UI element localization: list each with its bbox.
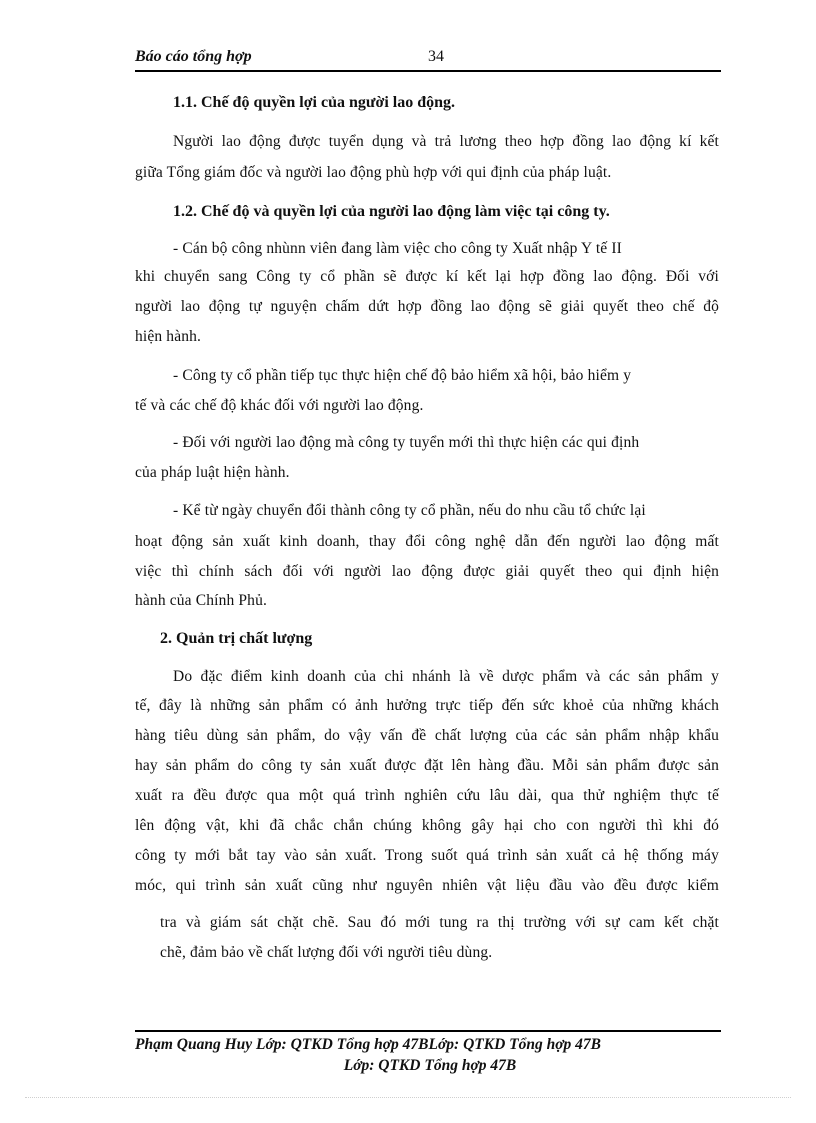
paragraph-line: - Kể từ ngày chuyển đổi thành công ty cổ phần, nếu do nhu cầu tổ chức lại: [173, 502, 646, 519]
paragraph-line: việc thì chính sách đối với người lao động được giải quyết theo qui định hiện: [135, 563, 719, 580]
section-heading-1-2: 1.2. Chế độ và quyền lợi của người lao động làm việc tại công ty.: [173, 203, 610, 220]
paragraph-line: - Đối với người lao động mà công ty tuyển mới thì thực hiện các qui định: [173, 434, 640, 451]
paragraph-line: công ty mới bắt tay vào sản xuất. Trong suốt quá trình sản xuất cả hệ thống máy: [135, 847, 719, 864]
page-header: [135, 48, 721, 72]
paragraph-line: hành của Chính Phủ.: [135, 592, 268, 609]
paragraph-line: giữa Tổng giám đốc và người lao động phù hợp với qui định của pháp luật.: [135, 164, 612, 181]
page-bottom-border: [25, 1097, 791, 1098]
paragraph-line: - Cán bộ công nhùnn viên đang làm việc cho công ty Xuất nhập Y tế II: [173, 240, 622, 257]
paragraph-line: tế, đây là những sản phẩm có ảnh hưởng trực tiếp đến sức khoẻ của những khách: [135, 697, 719, 714]
footer-class-line: Lớp: QTKD Tổng hợp 47B: [343, 1057, 517, 1074]
paragraph-line: - Công ty cổ phần tiếp tục thực hiện chế độ bảo hiểm xã hội, bảo hiểm y: [173, 367, 632, 384]
paragraph-line: người lao động tự nguyện chấm dứt hợp đồng lao động sẽ giải quyết theo chế độ: [135, 298, 719, 315]
footer-divider: [135, 1030, 721, 1032]
paragraph-line: khi chuyển sang Công ty cổ phần sẽ được kí kết lại hợp đồng lao động. Đối với: [135, 268, 719, 285]
paragraph-line: hiện hành.: [135, 328, 202, 345]
paragraph-line: tra và giám sát chặt chẽ. Sau đó mới tung ra thị trường với sự cam kết chặt: [160, 914, 719, 931]
section-heading-2: 2. Quản trị chất lượng: [160, 630, 313, 647]
paragraph-line: xuất ra đều được qua một quá trình nghiên cứu lâu dài, qua thử nghiệm thực tế: [135, 787, 719, 804]
paragraph-line: hoạt động sản xuất kinh doanh, thay đổi công nghệ dẫn đến người lao động mất: [135, 533, 719, 550]
paragraph-line: lên động vật, khi đã chắc chắn chúng không gây hại cho con người thì khi đó: [135, 817, 719, 834]
paragraph-line: của pháp luật hiện hành.: [135, 464, 290, 481]
paragraph-line: Người lao động được tuyển dụng và trả lương theo hợp đồng lao động kí kết: [173, 133, 719, 150]
footer-author-line: Phạm Quang Huy Lớp: QTKD Tổng hợp 47BLớp: QTKD Tổng hợp 47B: [135, 1036, 602, 1053]
paragraph-line: chẽ, đảm bảo về chất lượng đối với người tiêu dùng.: [160, 944, 493, 961]
section-heading-1-1: 1.1. Chế độ quyền lợi của người lao động.: [173, 94, 456, 111]
header-title: Báo cáo tổng hợp: [135, 48, 252, 65]
paragraph-line: tế và các chế độ khác đối với người lao động.: [135, 397, 424, 414]
paragraph-line: Do đặc điểm kinh doanh của chi nhánh là về dược phẩm và các sản phẩm y: [173, 668, 719, 685]
paragraph-line: móc, qui trình sản xuất cũng như nguyên nhiên vật liệu đầu vào đều được kiểm: [135, 877, 719, 894]
paragraph-line: hàng tiêu dùng sản phẩm, do vậy vấn đề chất lượng của các sản phẩm nhập khẩu: [135, 727, 719, 744]
page-number: 34: [428, 48, 444, 65]
paragraph-line: hay sản phẩm do công ty sản xuất được đặt lên hàng đầu. Mỗi sản phẩm được sản: [135, 757, 719, 774]
